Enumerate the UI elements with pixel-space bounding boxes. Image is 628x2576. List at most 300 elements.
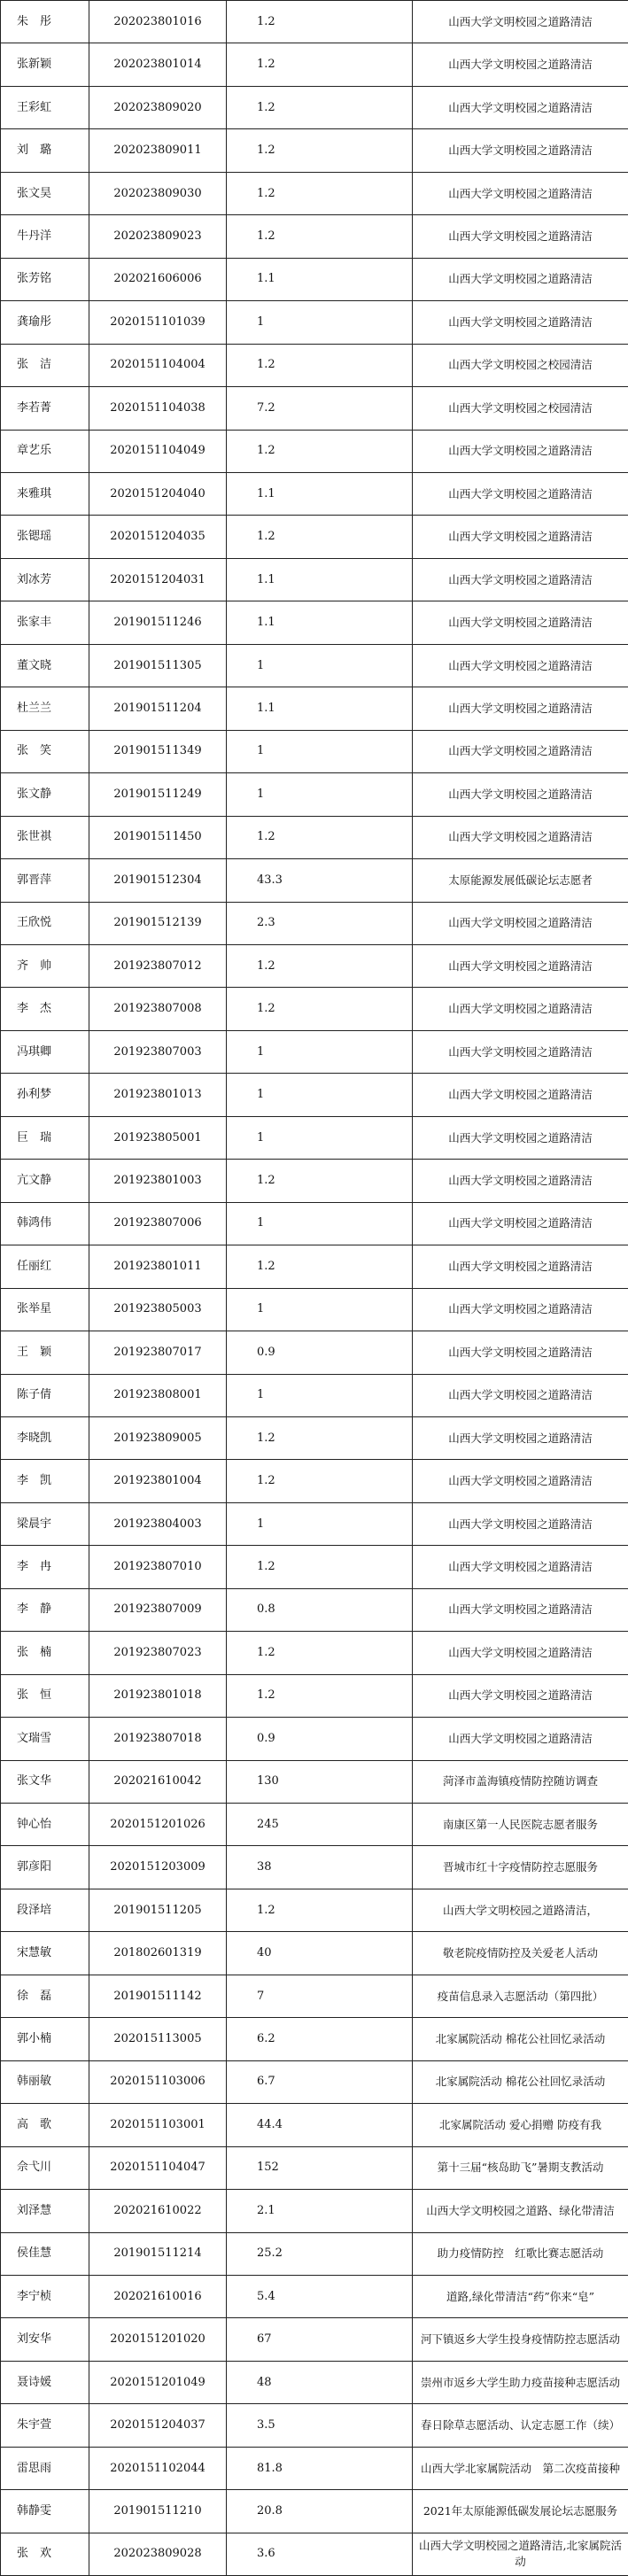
cell-activity: 山西大学文明校园之道路清洁 [413,773,628,816]
cell-id: 202023809011 [89,129,227,172]
cell-name: 雷思雨 [1,2447,89,2489]
table-row [1,2104,628,2146]
cell-id: 201923807018 [89,1718,227,1760]
cell-id: 201923807023 [89,1632,227,1674]
table-row [1,988,628,1030]
table-row [1,773,628,816]
cell-hours: 1.2 [227,1889,413,1931]
table-row [1,387,628,430]
cell-activity: 山西大学文明校园之道路清洁 [413,1546,628,1588]
cell-name: 章艺乐 [1,430,89,472]
cell-hours: 1.2 [227,430,413,472]
cell-name: 韩丽敏 [1,2060,89,2103]
cell-hours: 1.2 [227,344,413,386]
cell-hours: 1.1 [227,687,413,730]
cell-activity: 道路,绿化带清洁“药”你来“皂” [413,2276,628,2318]
cell-hours: 1 [227,1074,413,1116]
table-row [1,1,628,43]
table-row [1,1288,628,1331]
cell-name: 孙利梦 [1,1074,89,1116]
cell-id: 201901511249 [89,773,227,816]
cell-name: 刘安华 [1,2318,89,2361]
cell-name: 巨 瑞 [1,1116,89,1159]
cell-activity: 河下镇返乡大学生投身疫情防控志愿活动 [413,2318,628,2361]
cell-activity: 山西大学文明校园之道路清洁 [413,1632,628,1674]
cell-activity: 南康区第一人民医院志愿者服务 [413,1804,628,1846]
cell-name: 张 洁 [1,344,89,386]
cell-activity: 山西大学文明校园之道路清洁 [413,430,628,472]
cell-activity: 敬老院疫情防控及关爱老人活动 [413,1932,628,1975]
cell-activity: 山西大学文明校园之道路清洁 [413,730,628,772]
cell-activity: 山西大学文明校园之道路清洁 [413,258,628,300]
cell-id: 202023801014 [89,43,227,86]
cell-activity: 山西大学文明校园之道路清洁 [413,988,628,1030]
cell-hours: 81.8 [227,2447,413,2489]
table-row [1,2018,628,2060]
table-row [1,902,628,944]
cell-activity: 山西大学文明校园之道路清洁 [413,1588,628,1631]
cell-activity: 第十三届“核岛助飞”暑期支教活动 [413,2146,628,2189]
cell-id: 201901511305 [89,644,227,687]
cell-id: 201901511214 [89,2232,227,2275]
cell-hours: 6.7 [227,2060,413,2103]
cell-id: 202023809020 [89,86,227,128]
table-row [1,2276,628,2318]
cell-name: 冯琪卿 [1,1030,89,1073]
cell-activity: 山西大学文明校园之道路清洁 [413,1374,628,1416]
cell-hours: 1 [227,730,413,772]
table-row [1,344,628,386]
cell-id: 201923807008 [89,988,227,1030]
cell-id: 201923807012 [89,944,227,987]
table-row [1,1160,628,1202]
cell-name: 张文昊 [1,172,89,214]
cell-hours: 1 [227,1288,413,1331]
cell-id: 201901511205 [89,1889,227,1931]
cell-activity: 山西大学文明校园之道路清洁 [413,902,628,944]
cell-activity: 北家属院活动 棉花公社回忆录活动 [413,2060,628,2103]
cell-name: 牛丹洋 [1,215,89,258]
cell-name: 朱宇萱 [1,2404,89,2447]
cell-id: 201901512139 [89,902,227,944]
cell-id: 202015120403​5 [89,516,227,558]
cell-name: 张世祺 [1,816,89,858]
cell-name: 张锶瑶 [1,516,89,558]
cell-name: 李晓凯 [1,1416,89,1459]
cell-id: 201923805001 [89,1116,227,1159]
cell-id: 201923801011 [89,1245,227,1288]
table-row [1,2232,628,2275]
table-row [1,1374,628,1416]
cell-activity: 山西大学文明校园之道路清洁 [413,1718,628,1760]
cell-hours: 40 [227,1932,413,1975]
cell-name: 龚瑜彤 [1,301,89,344]
cell-id: 201923807017 [89,1331,227,1374]
cell-activity: 山西大学文明校园之道路清洁 [413,558,628,601]
cell-name: 段泽培 [1,1889,89,1931]
cell-id: 201923801018 [89,1674,227,1717]
table-row [1,1804,628,1846]
table-row [1,43,628,86]
cell-hours: 0.8 [227,1588,413,1631]
cell-hours: 1.2 [227,1,413,43]
cell-hours: 2.1 [227,2190,413,2232]
cell-hours: 6.2 [227,2018,413,2060]
cell-activity: 山西大学文明校园之道路清洁 [413,601,628,644]
cell-name: 张 欢 [1,2533,89,2575]
cell-id: 201802601319 [89,1932,227,1975]
cell-id: 201901511246 [89,601,227,644]
cell-name: 侯佳慧 [1,2232,89,2275]
table-row [1,601,628,644]
cell-id: 202023809028 [89,2533,227,2575]
table-row [1,2533,628,2575]
cell-id: 201923807006 [89,1202,227,1245]
cell-hours: 1.2 [227,172,413,214]
cell-hours: 1.2 [227,1245,413,1288]
table-row [1,2361,628,2403]
cell-activity: 山西大学文明校园之道路清洁 [413,1674,628,1717]
table-row [1,1632,628,1674]
cell-id: 202015110400​4 [89,344,227,386]
table-row [1,172,628,214]
cell-activity: 山西大学文明校园之道路清洁 [413,1416,628,1459]
cell-hours: 1 [227,644,413,687]
table-row [1,730,628,772]
cell-id: 202015120300​9 [89,1846,227,1889]
cell-hours: 1.2 [227,988,413,1030]
cell-name: 张家丰 [1,601,89,644]
cell-id: 202015120102​0 [89,2318,227,2361]
cell-id: 202015110404​9 [89,430,227,472]
table-row [1,430,628,472]
table-row [1,1975,628,2017]
cell-hours: 1.2 [227,86,413,128]
table-row [1,2404,628,2447]
cell-activity: 山西大学文明校园之道路清洁 [413,1288,628,1331]
cell-id: 201923809005 [89,1416,227,1459]
cell-id: 201901511349 [89,730,227,772]
cell-hours: 20.8 [227,2490,413,2533]
cell-name: 张 笑 [1,730,89,772]
table-row [1,859,628,902]
cell-hours: 1.2 [227,1460,413,1502]
cell-activity: 山西大学文明校园之道路清洁 [413,43,628,86]
cell-name: 张举星 [1,1288,89,1331]
table-row [1,1760,628,1803]
cell-activity: 山西大学文明校园之道路清洁 [413,172,628,214]
table-row [1,1416,628,1459]
cell-activity: 助力疫情防控 红歌比赛志愿活动 [413,2232,628,2275]
cell-hours: 1.1 [227,258,413,300]
cell-activity: 2021年太原能源低碳发展论坛志愿服务 [413,2490,628,2533]
cell-name: 钟心怡 [1,1804,89,1846]
cell-id: 202015110204​4 [89,2447,227,2489]
cell-id: 202015120102​6 [89,1804,227,1846]
cell-hours: 1.2 [227,1160,413,1202]
cell-hours: 1.2 [227,1416,413,1459]
cell-activity: 山西大学文明校园之道路清洁 [413,1460,628,1502]
cell-id: 202021610016 [89,2276,227,2318]
cell-id: 201901512304 [89,859,227,902]
table-row [1,1245,628,1288]
cell-name: 郭小楠 [1,2018,89,2060]
cell-name: 王彩虹 [1,86,89,128]
cell-hours: 130 [227,1760,413,1803]
cell-activity: 山西大学文明校园之道路清洁 [413,301,628,344]
cell-name: 韩鸿伟 [1,1202,89,1245]
cell-activity: 北家属院活动 棉花公社回忆录活动 [413,2018,628,2060]
cell-hours: 1 [227,1030,413,1073]
cell-name: 任丽红 [1,1245,89,1288]
cell-name: 张新颖 [1,43,89,86]
cell-activity: 山西大学文明校园之道路清洁 [413,1074,628,1116]
cell-activity: 山西大学北家属院活动 第二次疫苗接种 [413,2447,628,2489]
table-row [1,1932,628,1975]
cell-hours: 245 [227,1804,413,1846]
cell-activity: 山西大学文明校园之道路清洁 [413,1331,628,1374]
table-row [1,2490,628,2533]
cell-activity: 北家属院活动 爱心捐赠 防疫有我 [413,2104,628,2146]
cell-name: 韩静雯 [1,2490,89,2533]
cell-id: 202021610042 [89,1760,227,1803]
cell-id: 201923804003 [89,1502,227,1545]
cell-hours: 1 [227,773,413,816]
cell-name: 杜兰兰 [1,687,89,730]
cell-name: 王 颖 [1,1331,89,1374]
cell-name: 郭彦阳 [1,1846,89,1889]
cell-id: 202015110404​7 [89,2146,227,2189]
cell-id: 202023809030 [89,172,227,214]
table-row [1,1202,628,1245]
cell-hours: 2.3 [227,902,413,944]
cell-hours: 1.1 [227,558,413,601]
table-row [1,1674,628,1717]
cell-name: 李 冉 [1,1546,89,1588]
table-row [1,1074,628,1116]
cell-name: 王欣悦 [1,902,89,944]
cell-hours: 1.2 [227,1632,413,1674]
cell-activity: 山西大学文明校园之道路清洁 [413,1116,628,1159]
cell-hours: 25.2 [227,2232,413,2275]
cell-hours: 48 [227,2361,413,2403]
cell-id: 201923801003 [89,1160,227,1202]
cell-id: 201901511204 [89,687,227,730]
cell-id: 201923807003 [89,1030,227,1073]
table-row [1,301,628,344]
cell-name: 朱 彤 [1,1,89,43]
cell-name: 高 歌 [1,2104,89,2146]
cell-activity: 山西大学文明校园之道路清洁 [413,472,628,515]
cell-name: 亢文静 [1,1160,89,1202]
cell-activity: 山西大学文明校园之道路清洁 [413,1245,628,1288]
cell-name: 聂诗媛 [1,2361,89,2403]
table-row [1,1331,628,1374]
cell-id: 201923808001 [89,1374,227,1416]
cell-id: 202021606006 [89,258,227,300]
cell-hours: 1.2 [227,816,413,858]
cell-name: 董文晓 [1,644,89,687]
cell-id: 202015110300​1 [89,2104,227,2146]
table-row [1,1030,628,1073]
cell-activity: 山西大学文明校园之道路清洁 [413,516,628,558]
cell-id: 201901511142 [89,1975,227,2017]
table-row [1,86,628,128]
cell-name: 李 静 [1,1588,89,1631]
cell-id: 201923807010 [89,1546,227,1588]
table-row [1,2190,628,2232]
cell-activity: 山西大学文明校园之道路清洁 [413,816,628,858]
cell-hours: 1 [227,1502,413,1545]
table-row [1,129,628,172]
table-row [1,472,628,515]
cell-name: 郭晋萍 [1,859,89,902]
table-row [1,215,628,258]
cell-activity: 山西大学文明校园之道路清洁 [413,1502,628,1545]
cell-hours: 0.9 [227,1718,413,1760]
cell-hours: 67 [227,2318,413,2361]
cell-name: 佘弋川 [1,2146,89,2189]
cell-activity: 山西大学文明校园之道路清洁 [413,129,628,172]
cell-id: 201901511210 [89,2490,227,2533]
cell-activity: 山西大学文明校园之道路清洁 [413,1160,628,1202]
cell-hours: 1.2 [227,944,413,987]
table-row [1,2060,628,2103]
cell-hours: 38 [227,1846,413,1889]
cell-activity: 山西大学文明校园之校园清洁 [413,344,628,386]
cell-activity: 山西大学文明校园之道路清洁,北家属院活动 [413,2533,628,2575]
table-row [1,558,628,601]
cell-name: 张芳铭 [1,258,89,300]
cell-id: 201923807009 [89,1588,227,1631]
cell-name: 李 杰 [1,988,89,1030]
cell-id: 202021610022 [89,2190,227,2232]
cell-hours: 1 [227,1374,413,1416]
cell-id: 201901511450 [89,816,227,858]
cell-name: 刘冰芳 [1,558,89,601]
cell-hours: 44.4 [227,2104,413,2146]
cell-id: 202015120403​1 [89,558,227,601]
cell-name: 李若菁 [1,387,89,430]
table-row [1,944,628,987]
cell-activity: 山西大学文明校园之道路清洁 [413,644,628,687]
cell-id: 202023801016 [89,1,227,43]
cell-name: 齐 帅 [1,944,89,987]
cell-hours: 1.2 [227,1674,413,1717]
cell-activity: 山西大学文明校园之道路清洁 [413,1,628,43]
table-row [1,687,628,730]
table-row [1,258,628,300]
cell-hours: 5.4 [227,2276,413,2318]
cell-name: 张 恒 [1,1674,89,1717]
cell-hours: 43.3 [227,859,413,902]
cell-activity: 山西大学文明校园之校园清洁 [413,387,628,430]
cell-activity: 山西大学文明校园之道路清洁 [413,687,628,730]
cell-id: 201923801004 [89,1460,227,1502]
cell-hours: 1 [227,1116,413,1159]
cell-activity: 菏泽市盖海镇疫情防控随访调查 [413,1760,628,1803]
cell-hours: 152 [227,2146,413,2189]
cell-activity: 山西大学文明校园之道路、绿化带清洁 [413,2190,628,2232]
cell-hours: 1.1 [227,601,413,644]
cell-name: 宋慧敏 [1,1932,89,1975]
cell-id: 202015110403​8 [89,387,227,430]
table-row [1,1718,628,1760]
cell-activity: 山西大学文明校园之道路清洁， [413,1889,628,1931]
cell-name: 徐 磊 [1,1975,89,2017]
cell-id: 202015120404​0 [89,472,227,515]
table-row [1,1546,628,1588]
cell-id: 202015120104​9 [89,2361,227,2403]
cell-name: 文瑞雪 [1,1718,89,1760]
cell-id: 201923801013 [89,1074,227,1116]
cell-hours: 7.2 [227,387,413,430]
cell-id: 202015110300​6 [89,2060,227,2103]
cell-id: 201923805003 [89,1288,227,1331]
cell-hours: 7 [227,1975,413,2017]
cell-name: 张 楠 [1,1632,89,1674]
table-row [1,1588,628,1631]
cell-hours: 0.9 [227,1331,413,1374]
cell-hours: 1.1 [227,472,413,515]
cell-activity: 疫苗信息录入志愿活动（第四批） [413,1975,628,2017]
table-row [1,1116,628,1159]
cell-hours: 1.2 [227,516,413,558]
table-row [1,1460,628,1502]
cell-hours: 3.5 [227,2404,413,2447]
cell-id: 202015120403​7 [89,2404,227,2447]
table-row [1,1846,628,1889]
cell-activity: 太原能源发展低碳论坛志愿者 [413,859,628,902]
cell-activity: 晋城市红十字疫情防控志愿服务 [413,1846,628,1889]
cell-id: 202015113005 [89,2018,227,2060]
cell-hours: 1 [227,301,413,344]
cell-activity: 崇州市返乡大学生助力疫苗接种志愿活动 [413,2361,628,2403]
table-row [1,816,628,858]
cell-activity: 春日除草志愿活动、认定志愿工作（续） [413,2404,628,2447]
cell-hours: 1.2 [227,215,413,258]
cell-activity: 山西大学文明校园之道路清洁 [413,1030,628,1073]
cell-activity: 山西大学文明校园之道路清洁 [413,215,628,258]
cell-name: 张文静 [1,773,89,816]
cell-hours: 3.6 [227,2533,413,2575]
cell-name: 张文华 [1,1760,89,1803]
cell-name: 陈子倩 [1,1374,89,1416]
cell-hours: 1.2 [227,129,413,172]
cell-name: 李 凯 [1,1460,89,1502]
table-row [1,1889,628,1931]
table-row [1,2146,628,2189]
table-row [1,2447,628,2489]
cell-hours: 1.2 [227,1546,413,1588]
cell-activity: 山西大学文明校园之道路清洁 [413,86,628,128]
cell-id: 202023809023 [89,215,227,258]
table-row [1,2318,628,2361]
cell-hours: 1 [227,1202,413,1245]
cell-hours: 1.2 [227,43,413,86]
table-row [1,644,628,687]
cell-name: 梁晨宇 [1,1502,89,1545]
cell-name: 刘 璐 [1,129,89,172]
cell-name: 李宁桢 [1,2276,89,2318]
table-row [1,516,628,558]
table-row [1,1502,628,1545]
cell-activity: 山西大学文明校园之道路清洁 [413,944,628,987]
cell-id: 202015110103​9 [89,301,227,344]
cell-activity: 山西大学文明校园之道路清洁 [413,1202,628,1245]
cell-name: 来雅琪 [1,472,89,515]
cell-name: 刘泽慧 [1,2190,89,2232]
